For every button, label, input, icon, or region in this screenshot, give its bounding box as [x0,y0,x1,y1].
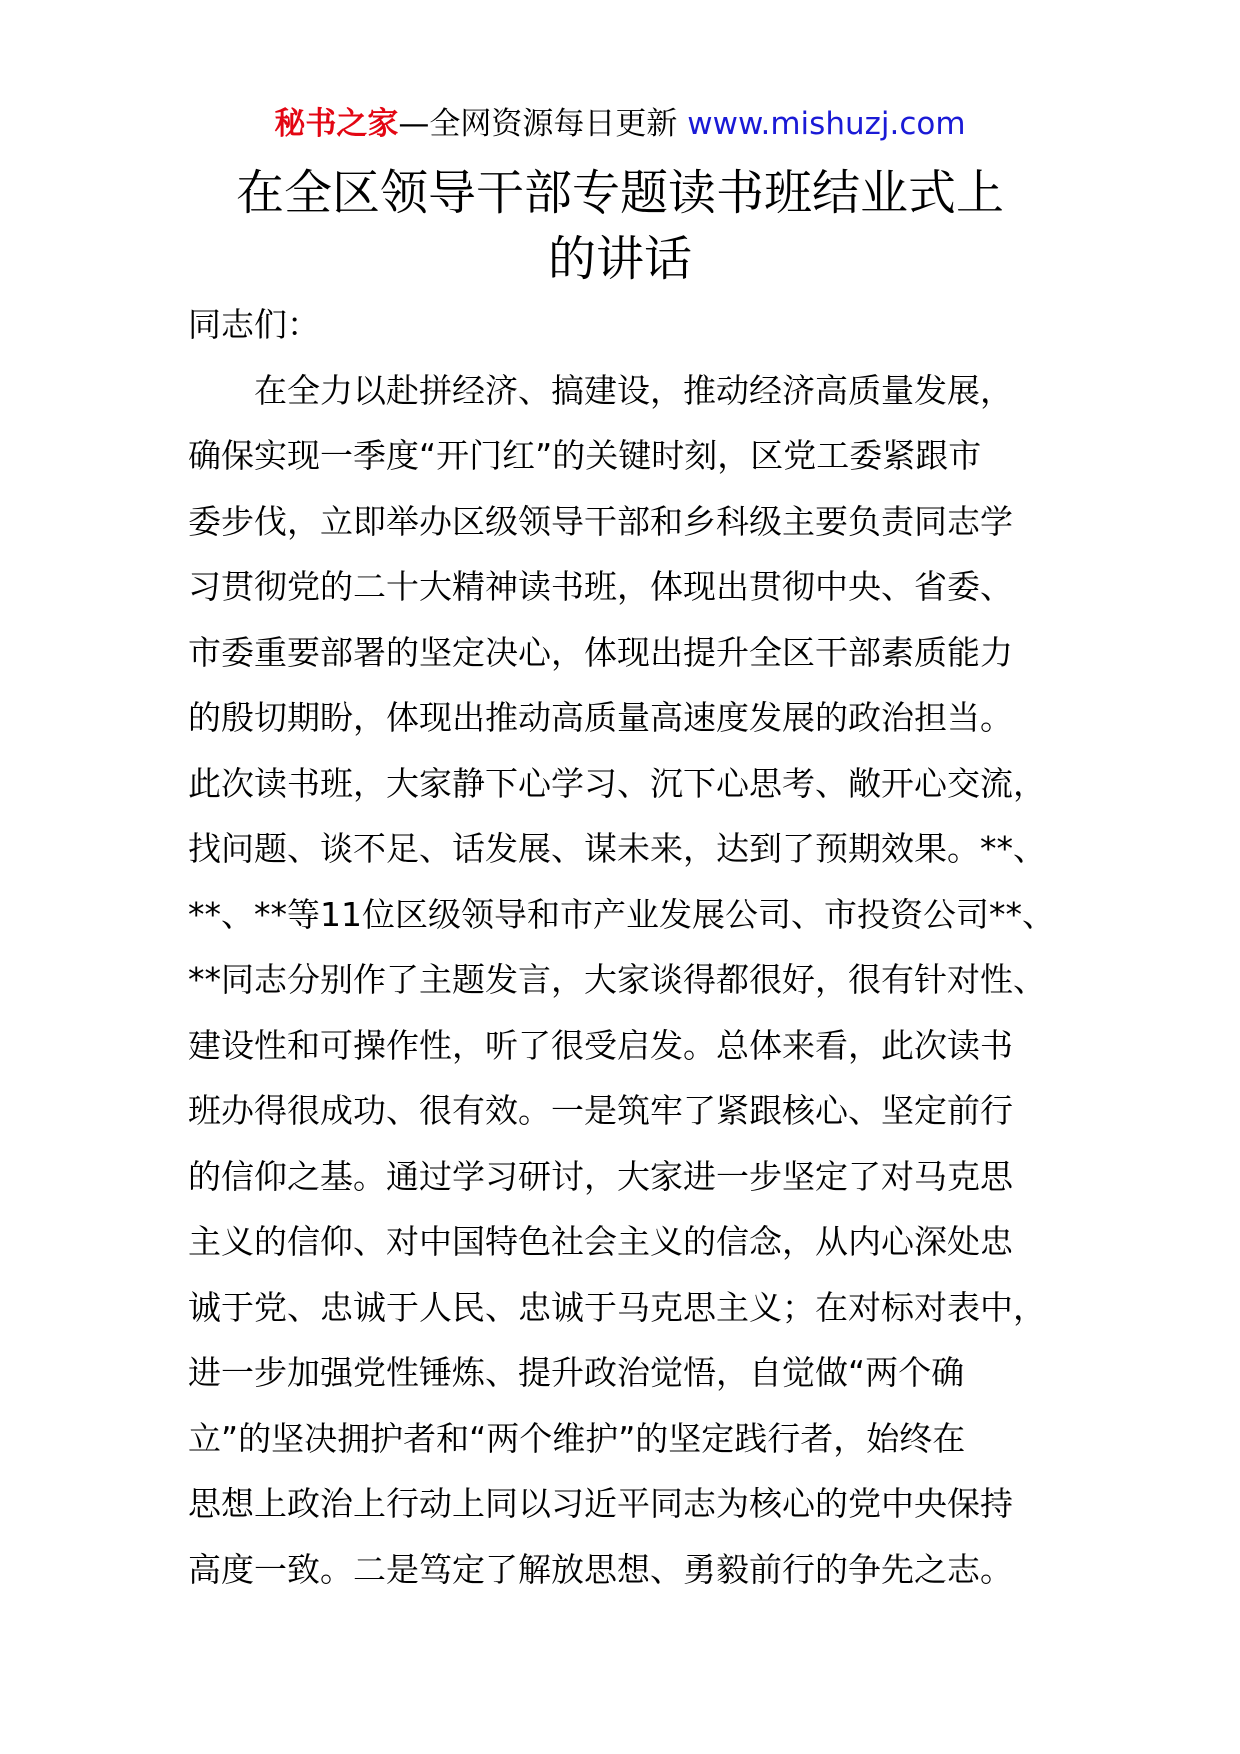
body-line: 思想上政治上行动上同以习近平同志为核心的党中央保持 [188,1484,1013,1523]
body-line: 在全力以赴拼经济、搞建设，推动经济高质量发展， [254,370,1013,410]
document-body [188,292,1068,1602]
body-line: 市委重要部署的坚定决心，体现出提升全区干部素质能力 [188,632,1013,672]
document-title [120,160,1120,292]
body-line: 立”的坚决拥护者和“两个维护”的坚定践行者，始终在 [188,1418,966,1458]
site-brand: 秘书之家 [274,106,399,142]
body-line: 主义的信仰、对中国特色社会主义的信念，从内心深处忠 [188,1222,1013,1261]
site-url-link[interactable]: www.mishuzj.com [687,106,966,142]
body-line: **、**等11位区级领导和市产业发展公司、市投资公司**、 [188,894,1055,934]
body-line: 的信仰之基。通过学习研讨，大家进一步坚定了对马克思 [188,1156,1013,1196]
body-line: 找问题、谈不足、话发展、谋未来，达到了预期效果。**、 [188,829,1046,868]
body-line: 此次读书班，大家静下心学习、沉下心思考、敞开心交流， [188,763,1046,803]
document-title-line-2: 的讲话 [547,231,692,287]
body-line: **同志分别作了主题发言，大家谈得都很好，很有针对性、 [188,960,1046,999]
body-line: 确保实现一季度“开门红”的关键时刻，区党工委紧跟市 [188,436,982,475]
body-line: 进一步加强党性锤炼、提升政治觉悟，自觉做“两个确 [188,1353,965,1392]
site-header [0,102,1240,146]
body-line: 班办得很成功、很有效。一是筑牢了紧跟核心、坚定前行 [188,1091,1013,1130]
site-tagline: —全网资源每日更新 [398,106,678,142]
body-line: 习贯彻党的二十大精神读书班，体现出贯彻中央、省委、 [188,567,1013,606]
salutation: 同志们： [188,305,320,344]
document-title-line-1: 在全区领导干部专题读书班结业式上 [235,165,1004,221]
body-line: 委步伐，立即举办区级领导干部和乡科级主要负责同志学 [188,501,1013,541]
body-line: 诚于党、忠诚于人民、忠诚于马克思主义；在对标对表中， [188,1287,1046,1327]
body-line: 的殷切期盼，体现出推动高质量高速度发展的政治担当。 [188,698,1013,737]
body-line: 建设性和可操作性，听了很受启发。总体来看，此次读书 [188,1025,1013,1065]
body-line: 高度一致。二是笃定了解放思想、勇毅前行的争先之志。 [188,1549,1013,1589]
